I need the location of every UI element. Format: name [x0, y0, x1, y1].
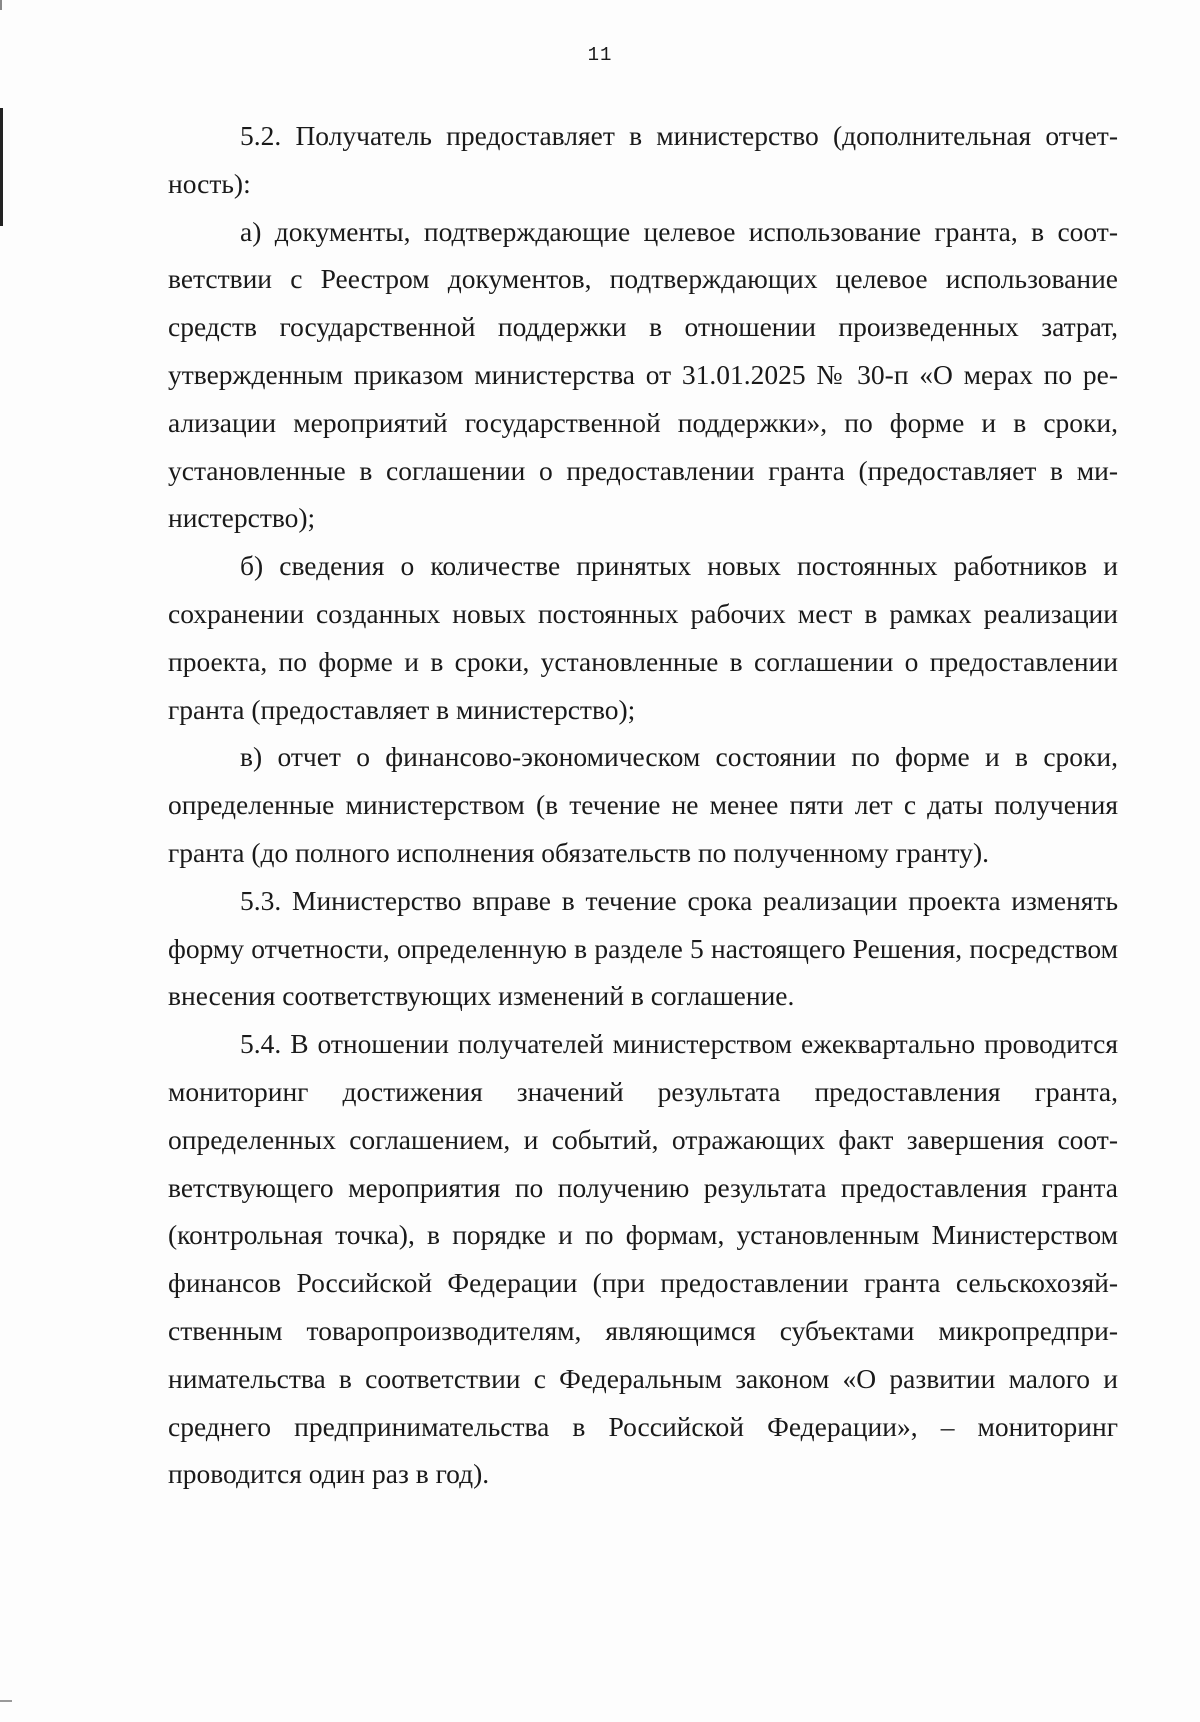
- paragraph-5-2: 5.2. Получатель предоставляет в министерство (дополнительная отчетность):: [168, 120, 1118, 199]
- scan-edge-mark: [0, 108, 3, 226]
- page-number: 11: [587, 44, 613, 66]
- scan-edge-mark: [0, 0, 2, 10]
- paragraph-5-2-b: б) сведения о количестве принятых новых постоянных работников и сохранении созданных новых постоянных рабочих мест в рамках реализации проекта, по форме и в сроки, установленные в соглашении о предоставлении гранта (предоставляет в министерство);: [168, 550, 1118, 725]
- paragraph-5-2-a: а) документы, подтверждающие целевое использование гранта, в соответствии с Реестром документов, подтверждающих целевое использование средств государственной поддержки в отношении произведенных затрат, утвержденным приказом министерства от 31.01.2025 № 30-п «О мерах по реализации мероприятий государственной поддержки», по форме и в сроки, установленные в соглашении о предоставлении гранта (предоставляет в министерство);: [168, 215, 1118, 534]
- document-body: [168, 112, 1118, 1498]
- scan-edge-mark: [0, 1700, 12, 1702]
- paragraph-5-3: 5.3. Министерство вправе в течение срока реализации проекта изменять форму отчетности, определенную в разделе 5 настоящего Решения, посредством внесения соответствующих изменений в соглашение.: [168, 884, 1118, 1012]
- paragraph-5-2-v: в) отчет о финансово-экономическом состоянии по форме и в сроки, определенные министерством (в течение не менее пяти лет с даты получения гранта (до полного исполнения обязательств по полученному гранту).: [168, 741, 1118, 868]
- paragraph-5-4: 5.4. В отношении получателей министерством ежеквартально проводится мониторинг достижения значений результата предоставления гранта, определенных соглашением, и событий, отражающих факт завершения соответствующего мероприятия по получению результата предоставления гранта (контрольная точка), в порядке и по формам, установленным Министерством финансов Российской Федерации (при предоставлении гранта сельскохозяйственным товаропроизводителям, являющимся субъектами микропредпринимательства в соответствии с Федеральным законом «О развитии малого и среднего предпринимательства в Российской Федерации», – мониторинг проводится один раз в год).: [168, 1028, 1118, 1490]
